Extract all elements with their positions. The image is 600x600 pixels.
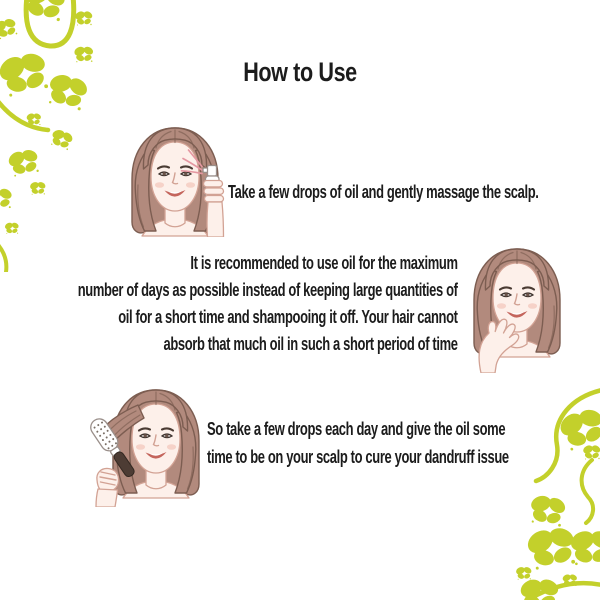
step-1-text [228,179,539,206]
step-1-line: Take a few drops of oil and gently massage the scalp. [228,182,539,202]
step-2-line: It is recommended to use oil for the maximum [190,253,458,273]
illustration-woman-hand-on-cheek [455,241,575,373]
illustration-woman-applying-oil [128,123,232,237]
step-2-line: absorb that much oil in such a short period of time [163,334,458,354]
step-2-line: number of days as possible instead of keeping large quantities of [78,280,458,300]
step-3-line: time to be on your scalp to cure your dandruff issue [207,447,509,467]
step-3-text [207,415,509,471]
step-2-text [78,250,458,358]
page-title: How to Use [243,57,357,87]
holding-hand [96,468,119,507]
illustration-woman-brushing-hair [84,385,214,507]
step-3-line: So take a few drops each day and give the oil some [207,419,506,439]
woman-head [113,390,199,498]
step-2-line: oil for a short time and shampooing it off. Your hair cannot [118,307,458,327]
